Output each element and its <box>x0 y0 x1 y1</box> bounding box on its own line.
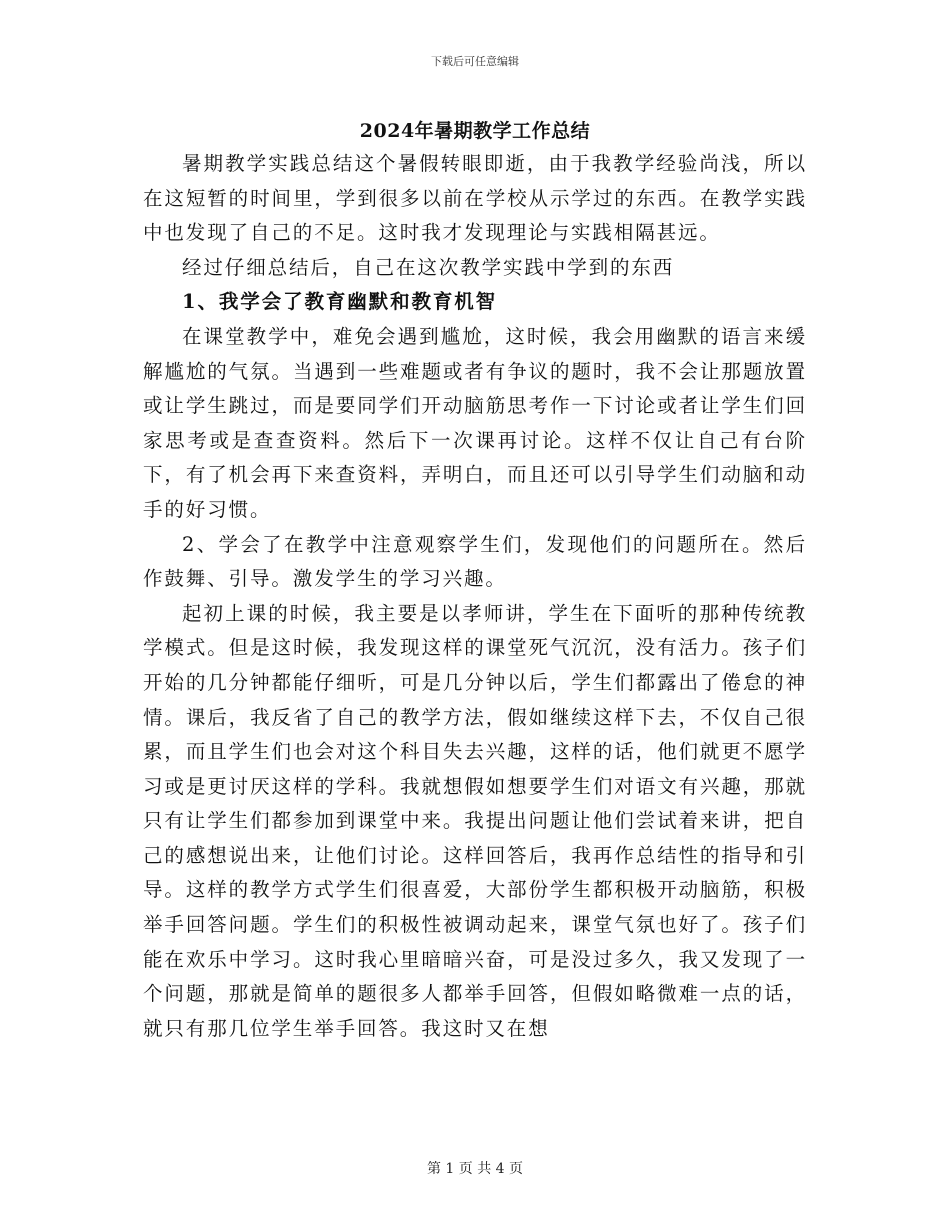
document-body <box>143 147 807 1046</box>
page-title: 2024年暑期教学工作总结 <box>359 120 591 142</box>
section-heading: 1、我学会了教育幽默和教育机智 <box>182 290 498 314</box>
paragraph: 在课堂教学中，难免会遇到尴尬，这时候，我会用幽默的语言来缓解尴尬的气氛。当遇到一些难题或者有争议的题时，我不会让那题放置或让学生跳过，而是要同学们开动脑筋思考作一下讨论或者让学生们回家思考或是查查资料。然后下一次课再讨论。这样不仅让自己有台阶下，有了机会再下来查资料，弄明白，而且还可以引导学生们动脑和动手的好习惯。 <box>143 324 807 521</box>
paragraph: 2、学会了在教学中注意观察学生们，发现他们的问题所在。然后作鼓舞、引导。激发学生的学习兴趣。 <box>143 532 807 591</box>
page-footer: 第 1 页 共 4 页 <box>426 1161 524 1177</box>
paragraph: 经过仔细总结后，自己在这次教学实践中学到的东西 <box>182 255 675 279</box>
paragraph: 暑期教学实践总结这个暑假转眼即逝，由于我教学经验尚浅，所以在这短暂的时间里，学到很多以前在学校从示学过的东西。在教学实践中也发现了自己的不足。这时我才发现理论与实践相隔甚远。 <box>143 152 807 245</box>
header-note: 下载后可任意编辑 <box>431 55 519 68</box>
paragraph: 起初上课的时候，我主要是以孝师讲，学生在下面听的那种传统教学模式。但是这时候，我发现这样的课堂死气沉沉，没有活力。孩子们开始的几分钟都能仔细听，可是几分钟以后，学生们都露出了倦怠的神情。课后，我反省了自己的教学方法，假如继续这样下去，不仅自己很累，而且学生们也会对这个科目失去兴趣，这样的话，他们就更不愿学习或是更讨厌这样的学科。我就想假如想要学生们对语文有兴趣，那就只有让学生们都参加到课堂中来。我提出问题让他们尝试着来讲，把自己的感想说出来，让他们讨论。这样回答后，我再作总结性的指导和引导。这样的教学方式学生们很喜爱，大部份学生都积极开动脑筋，积极举手回答问题。学生们的积极性被调动起来，课堂气氛也好了。孩子们能在欢乐中学习。这时我心里暗暗兴奋，可是没过多久，我又发现了一个问题，那就是简单的题很多人都举手回答，但假如略微难一点的话，就只有那几位学生举手回答。我这时又在想 <box>143 601 807 1040</box>
